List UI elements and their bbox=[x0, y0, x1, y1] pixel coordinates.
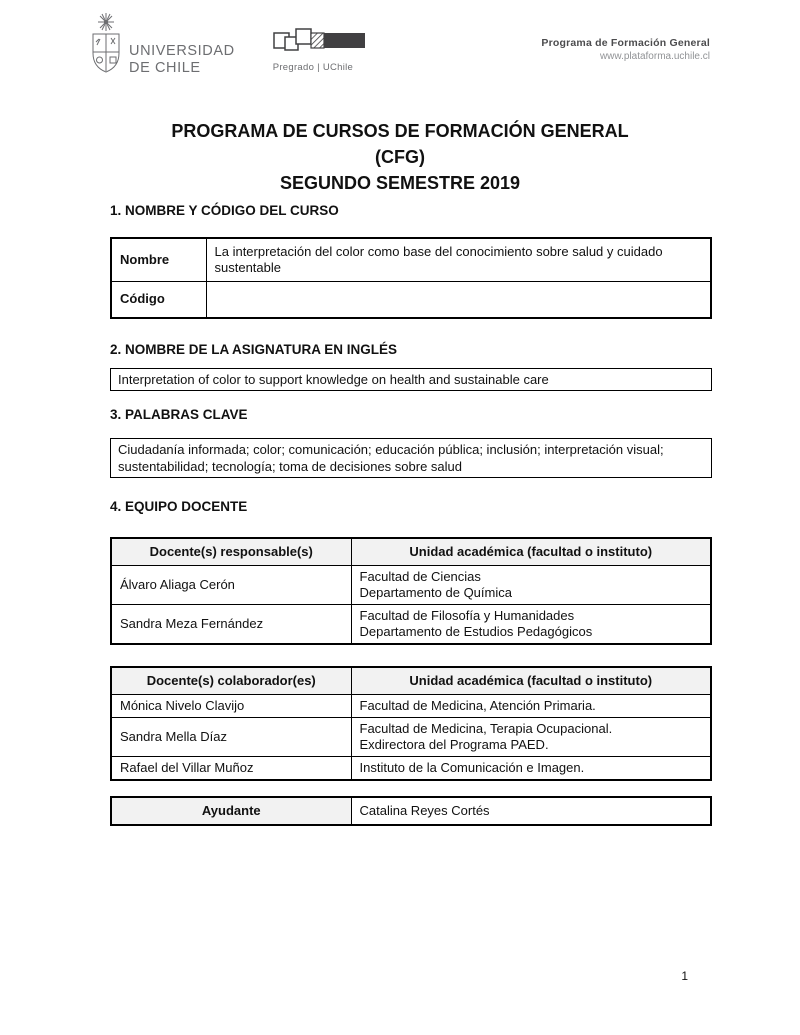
unidad-line: Facultad de Medicina, Terapia Ocupacional. bbox=[359, 720, 613, 736]
pregrado-logo-icon bbox=[273, 40, 381, 57]
colaboradores-header-unidad: Unidad académica (facultad o instituto) bbox=[351, 667, 711, 695]
university-brand bbox=[88, 12, 235, 81]
table-row bbox=[111, 756, 711, 780]
document-title bbox=[0, 118, 800, 196]
course-name-code-table bbox=[110, 237, 712, 319]
unidad-cell bbox=[351, 717, 711, 756]
ayudante-label-cell: Ayudante bbox=[111, 797, 351, 825]
pregrado-brand bbox=[273, 26, 381, 73]
university-crest-icon bbox=[88, 12, 124, 81]
responsables-table bbox=[110, 537, 712, 645]
nombre-label-cell: Nombre bbox=[111, 238, 206, 282]
document-content bbox=[110, 204, 712, 826]
pregrado-label: Pregrado | UChile bbox=[272, 62, 354, 73]
table-row bbox=[111, 604, 711, 644]
colaboradores-table bbox=[110, 666, 712, 781]
codigo-label-cell: Código bbox=[111, 282, 206, 318]
table-row bbox=[111, 797, 711, 825]
university-name bbox=[129, 43, 235, 77]
unidad-cell bbox=[351, 694, 711, 717]
docente-name-cell: Rafael del Villar Muñoz bbox=[111, 756, 351, 780]
docente-name-cell: Sandra Meza Fernández bbox=[111, 604, 351, 644]
table-header-row bbox=[111, 667, 711, 695]
document-title-line1: PROGRAMA DE CURSOS DE FORMACIÓN GENERAL bbox=[171, 121, 629, 141]
section3-heading: 3. PALABRAS CLAVE bbox=[110, 406, 248, 422]
section4-heading: 4. EQUIPO DOCENTE bbox=[110, 498, 248, 514]
colaboradores-header-docente: Docente(s) colaborador(es) bbox=[111, 667, 351, 695]
unidad-line: Facultad de Filosofía y Humanidades bbox=[359, 607, 575, 623]
codigo-value-cell bbox=[206, 282, 711, 318]
document-title-line2: (CFG) bbox=[375, 147, 425, 167]
page-number: 1 bbox=[681, 969, 688, 983]
page-header bbox=[88, 12, 710, 81]
program-website: www.plataforma.uchile.cl bbox=[599, 51, 710, 62]
english-name-box: Interpretation of color to support knowledge on health and sustainable care bbox=[110, 368, 712, 391]
ayudante-table bbox=[110, 796, 712, 826]
unidad-cell bbox=[351, 756, 711, 780]
program-header-text bbox=[541, 36, 710, 63]
docente-name-cell: Sandra Mella Díaz bbox=[111, 717, 351, 756]
program-name: Programa de Formación General bbox=[541, 37, 710, 49]
docente-name-cell: Álvaro Aliaga Cerón bbox=[111, 565, 351, 604]
section1-heading: 1. NOMBRE Y CÓDIGO DEL CURSO bbox=[110, 203, 339, 218]
table-header-row bbox=[111, 538, 711, 566]
keywords-box: Ciudadanía informada; color; comunicación; educación pública; inclusión; interpretación visual; sustentabilidad; tecnología; toma de decisiones sobre salud bbox=[110, 438, 712, 478]
unidad-cell bbox=[351, 604, 711, 644]
document-title-line3: SEGUNDO SEMESTRE 2019 bbox=[279, 173, 521, 193]
unidad-line: Facultad de Ciencias bbox=[359, 568, 481, 584]
table-row bbox=[111, 238, 711, 282]
nombre-value-cell: La interpretación del color como base del conocimiento sobre salud y cuidado sustentable bbox=[206, 238, 711, 282]
ayudante-value-cell: Catalina Reyes Cortés bbox=[351, 797, 711, 825]
unidad-line: Facultad de Medicina, Atención Primaria. bbox=[359, 697, 596, 713]
unidad-line: Exdirectora del Programa PAED. bbox=[359, 736, 549, 752]
responsables-header-unidad: Unidad académica (facultad o instituto) bbox=[351, 538, 711, 566]
unidad-cell bbox=[351, 565, 711, 604]
table-row bbox=[111, 282, 711, 318]
docente-name-cell: Mónica Nivelo Clavijo bbox=[111, 694, 351, 717]
responsables-header-docente: Docente(s) responsable(s) bbox=[111, 538, 351, 566]
unidad-line: Departamento de Química bbox=[359, 584, 512, 600]
unidad-line: Departamento de Estudios Pedagógicos bbox=[359, 623, 593, 639]
university-name-line1: UNIVERSIDAD bbox=[129, 43, 235, 59]
table-row bbox=[111, 694, 711, 717]
university-name-line2: DE CHILE bbox=[129, 60, 201, 76]
table-row bbox=[111, 717, 711, 756]
unidad-line: Instituto de la Comunicación e Imagen. bbox=[359, 759, 585, 775]
section2-heading: 2. NOMBRE DE LA ASIGNATURA EN INGLÉS bbox=[110, 341, 398, 357]
table-row bbox=[111, 565, 711, 604]
